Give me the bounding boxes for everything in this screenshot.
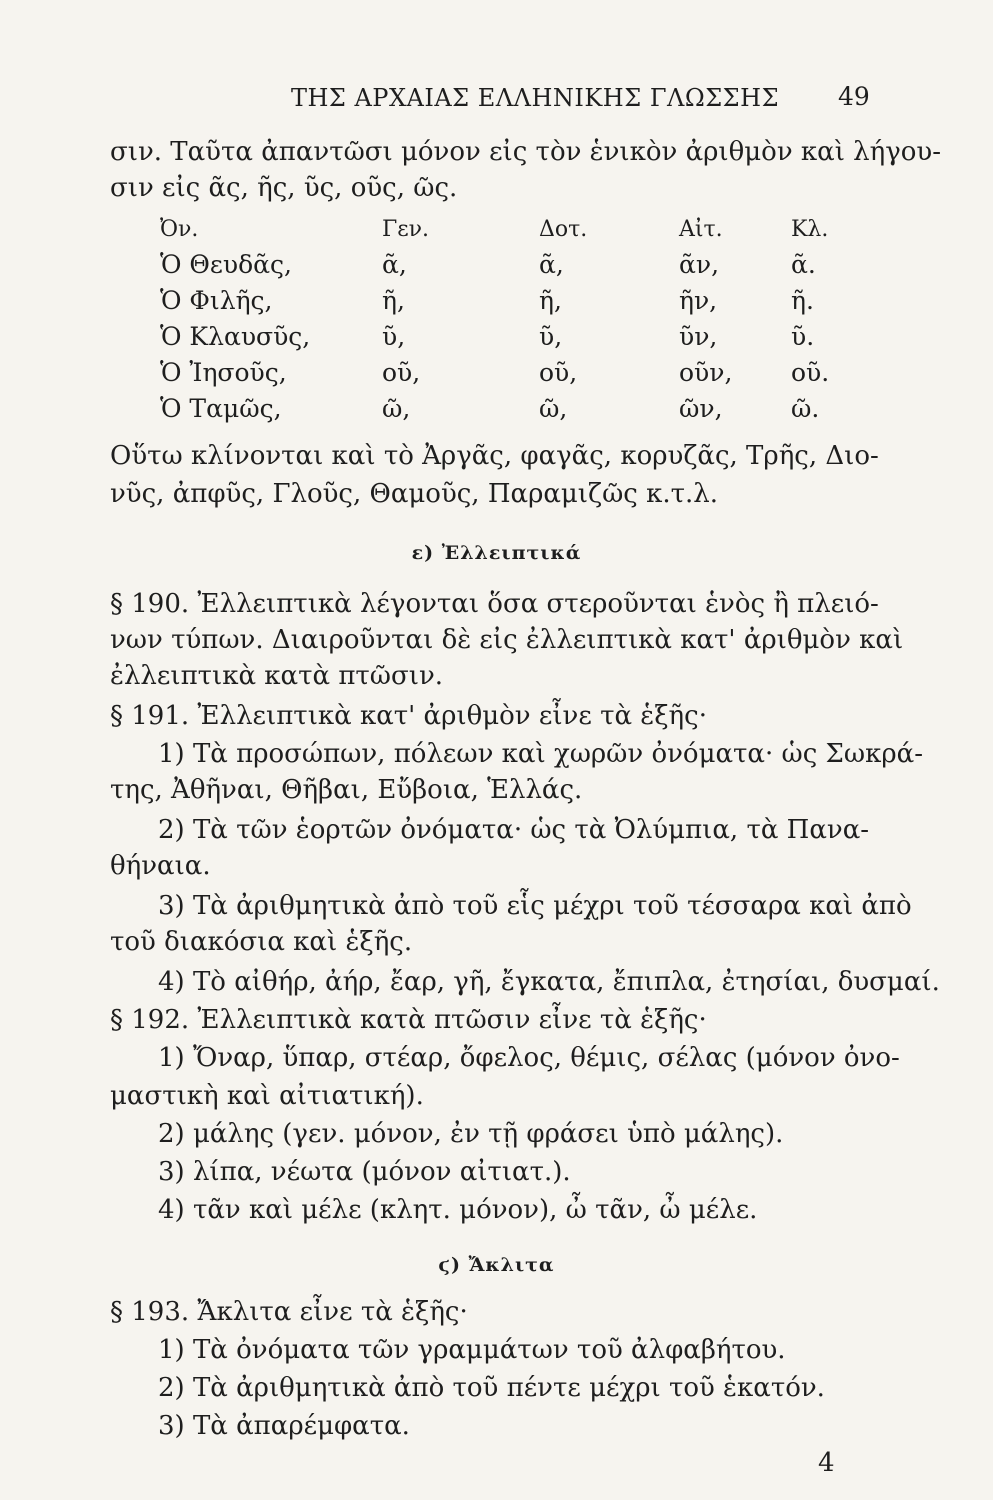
table-row	[160, 282, 861, 318]
page-number: 49	[838, 82, 870, 111]
table-cell: ῶ,	[382, 393, 411, 423]
table-cell: ῆ,	[539, 285, 562, 315]
table-cell: οῦν,	[679, 357, 733, 387]
section-heading-st: ϛ) Ἄκλιτα	[438, 1254, 555, 1276]
declension-table	[160, 212, 861, 426]
list-item: 1) Τὰ ὀνόματα τῶν γραμμάτων τοῦ ἀλφαβήτου.	[158, 1335, 786, 1365]
table-cell: ᾶ,	[539, 249, 564, 279]
list-item-continuation: της, Ἀθῆναι, Θῆβαι, Εὔβοια, Ἑλλάς.	[110, 775, 583, 805]
text-line: Οὕτω κλίνονται καὶ τὸ Ἀργᾶς, φαγᾶς, κορυζᾶς, Τρῆς, Διο-	[110, 441, 879, 471]
paragraph-190-line: νων τύπων. Διαιροῦνται δὲ εἰς ἐλλειπτικὰ κατ' ἀριθμὸν καὶ	[110, 625, 904, 655]
running-head: ΤΗΣ ΑΡΧΑΙΑΣ ΕΛΛΗΝΙΚΗΣ ΓΛΩΣΣΗΣ	[290, 84, 780, 112]
header-nominative: Ὀν.	[160, 216, 199, 242]
header-vocative: Κλ.	[791, 216, 829, 242]
header-dative: Δοτ.	[539, 216, 588, 242]
table-cell: οῦ,	[539, 357, 578, 387]
header-genitive: Γεν.	[382, 216, 430, 242]
table-cell: Ὁ Ταμῶς,	[160, 393, 282, 423]
table-cell: οῦ.	[791, 357, 830, 387]
list-item: 4) Τὸ αἰθήρ, ἀήρ, ἔαρ, γῆ, ἔγκατα, ἔπιπλα, ἐτησίαι, δυσμαί.	[158, 967, 940, 997]
table-cell: ῆν,	[679, 285, 718, 315]
list-item: 3) Τὰ ἀπαρέμφατα.	[158, 1411, 410, 1441]
table-cell: ᾶ,	[382, 249, 407, 279]
list-item: 1) Τὰ προσώπων, πόλεων καὶ χωρῶν ὀνόματα· ὡς Σωκρά-	[158, 739, 923, 769]
table-cell: ῦ,	[382, 321, 406, 351]
list-item: 2) Τὰ τῶν ἑορτῶν ὀνόματα· ὡς τὰ Ὀλύμπια, τὰ Πανα-	[158, 815, 870, 845]
section-heading-e: ε) Ἐλλειπτικά	[411, 542, 582, 564]
list-item: 3) Τὰ ἀριθμητικὰ ἀπὸ τοῦ εἷς μέχρι τοῦ τέσσαρα καὶ ἀπὸ	[158, 891, 912, 921]
list-item: 2) μάλης (γεν. μόνον, ἐν τῇ φράσει ὑπὸ μάλης).	[158, 1119, 784, 1149]
table-row	[160, 246, 861, 282]
paragraph-191: § 191. Ἐλλειπτικὰ κατ' ἀριθμὸν εἶνε τὰ ἑξῆς·	[110, 701, 707, 731]
list-item: 4) τᾶν καὶ μέλε (κλητ. μόνον), ὦ τᾶν, ὦ μέλε.	[158, 1195, 758, 1225]
table-cell: οῦ,	[382, 357, 421, 387]
table-cell: ῶν,	[679, 393, 723, 423]
table-cell: Ὁ Θευδᾶς,	[160, 249, 292, 279]
paragraph-190-line: § 190. Ἐλλειπτικὰ λέγονται ὅσα στεροῦνται ἑνὸς ἢ πλειό-	[110, 589, 879, 619]
text-line: σιν. Ταῦτα ἀπαντῶσι μόνον εἰς τὸν ἑνικὸν ἀριθμὸν καὶ λήγου-	[110, 137, 942, 167]
table-cell: ᾶ.	[791, 249, 816, 279]
table-cell: ῆ,	[382, 285, 405, 315]
declension-header-row	[160, 212, 861, 246]
paragraph-193: § 193. Ἄκλιτα εἶνε τὰ ἑξῆς·	[110, 1297, 468, 1327]
list-item-continuation: τοῦ διακόσια καὶ ἑξῆς.	[110, 927, 413, 957]
list-item-continuation: μαστικὴ καὶ αἰτιατική).	[110, 1081, 424, 1111]
list-item-continuation: θήναια.	[110, 851, 211, 881]
text-line: σιν εἰς ᾶς, ῆς, ῦς, οῦς, ῶς.	[110, 173, 458, 203]
table-row	[160, 354, 861, 390]
table-cell: Ὁ Φιλῆς,	[160, 285, 273, 315]
table-row	[160, 318, 861, 354]
table-cell: Ὁ Ἰησοῦς,	[160, 357, 287, 387]
list-item: 3) λίπα, νέωτα (μόνον αἰτιατ.).	[158, 1157, 571, 1187]
table-cell: ῶ,	[539, 393, 568, 423]
table-row	[160, 390, 861, 426]
paragraph-190-line: ἐλλειπτικὰ κατὰ πτῶσιν.	[110, 661, 444, 691]
table-cell: Ὁ Κλαυσῦς,	[160, 321, 311, 351]
list-item: 2) Τὰ ἀριθμητικὰ ἀπὸ τοῦ πέντε μέχρι τοῦ ἑκατόν.	[158, 1373, 825, 1403]
list-item: 1) Ὄναρ, ὕπαρ, στέαρ, ὄφελος, θέμις, σέλας (μόνον ὀνο-	[158, 1043, 900, 1073]
table-cell: ᾶν,	[679, 249, 720, 279]
header-accusative: Αἰτ.	[679, 216, 723, 242]
text-line: νῦς, ἀπφῦς, Γλοῦς, Θαμοῦς, Παραμιζῶς κ.τ.λ.	[110, 479, 719, 509]
table-cell: ῦ,	[539, 321, 563, 351]
signature-number: 4	[818, 1448, 835, 1478]
paragraph-192: § 192. Ἐλλειπτικὰ κατὰ πτῶσιν εἶνε τὰ ἑξῆς·	[110, 1005, 707, 1035]
table-cell: ῆ.	[791, 285, 814, 315]
table-cell: ῦ.	[791, 321, 815, 351]
table-cell: ῦν,	[679, 321, 718, 351]
table-cell: ῶ.	[791, 393, 820, 423]
